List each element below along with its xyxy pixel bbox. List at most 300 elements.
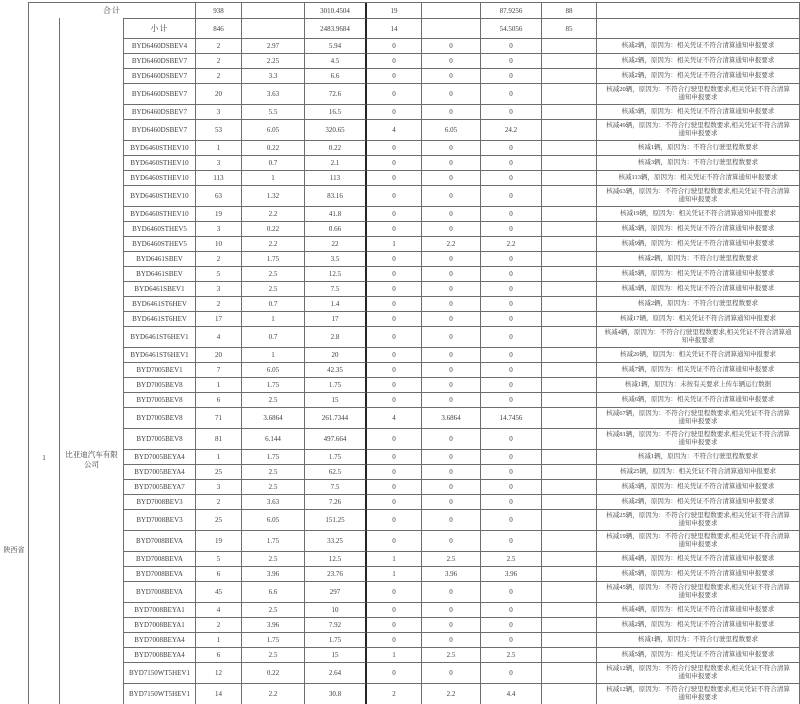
cell-model-code: BYD6460DSBEV7 bbox=[124, 120, 196, 141]
cell-reduction-reason: 核减67辆，原因为：不符合行驶里程数要求,相关凭证不符合清算通知申报要求 bbox=[597, 408, 800, 429]
cell-reported-amount: 83.16 bbox=[305, 186, 367, 207]
cell-reduction-reason: 核减12辆，原因为：不符合行驶里程数要求,相关凭证不符合清算通知申报要求 bbox=[597, 663, 800, 684]
cell-approved-count: 0 bbox=[367, 297, 422, 312]
cell-reported-amount: 42.35 bbox=[305, 363, 367, 378]
cell-reduction-reason: 核减81辆，原因为：不符合行驶里程数要求,相关凭证不符合清算通知申报要求 bbox=[597, 429, 800, 450]
cell-extra bbox=[542, 480, 597, 495]
cell-approved-count: 0 bbox=[367, 663, 422, 684]
cell-approved-amount: 4.4 bbox=[481, 684, 542, 704]
cell-approved-standard: 0 bbox=[422, 348, 481, 363]
cell-extra bbox=[542, 429, 597, 450]
cell-reported-amount: 30.8 bbox=[305, 684, 367, 704]
cell-reported-count: 63 bbox=[196, 186, 242, 207]
cell-reported-amount: 113 bbox=[305, 171, 367, 186]
cell-approved-amount: 0 bbox=[481, 222, 542, 237]
cell-approved-amount: 0 bbox=[481, 495, 542, 510]
cell-approved-standard: 0 bbox=[422, 510, 481, 531]
cell-approved-count: 0 bbox=[367, 363, 422, 378]
cell-extra bbox=[542, 237, 597, 252]
cell-extra: 88 bbox=[542, 3, 597, 19]
cell-model-code: BYD6460STHEV10 bbox=[124, 207, 196, 222]
cell-reported-amount: 7.92 bbox=[305, 618, 367, 633]
cell-approved-count: 0 bbox=[367, 603, 422, 618]
cell-reduction-reason: 核减5辆，原因为：相关凭证不符合清算通知申报要求 bbox=[597, 267, 800, 282]
cell-approved-count: 0 bbox=[367, 186, 422, 207]
cell-reported-amount: 72.6 bbox=[305, 84, 367, 105]
cell-model-code: BYD7008BEV3 bbox=[124, 495, 196, 510]
cell-extra bbox=[542, 267, 597, 282]
cell-approved-standard: 2.5 bbox=[422, 648, 481, 663]
cell-approved-standard: 0 bbox=[422, 39, 481, 54]
cell-approved-count: 14 bbox=[367, 19, 422, 39]
cell-model-code: BYD6460STHEV10 bbox=[124, 171, 196, 186]
cell-approved-standard: 0 bbox=[422, 633, 481, 648]
cell-model-code: BYD6460DSBEV7 bbox=[124, 54, 196, 69]
cell-unit-standard: 0.7 bbox=[242, 297, 305, 312]
cell-reported-count: 4 bbox=[196, 603, 242, 618]
cell-reported-amount: 6.6 bbox=[305, 69, 367, 84]
cell-reported-amount: 15 bbox=[305, 393, 367, 408]
cell-reported-amount: 1.4 bbox=[305, 297, 367, 312]
cell-approved-count: 0 bbox=[367, 252, 422, 267]
cell-unit-standard: 3.96 bbox=[242, 567, 305, 582]
cell-model-code: BYD7005BEV8 bbox=[124, 429, 196, 450]
cell-reported-count: 6 bbox=[196, 393, 242, 408]
cell-extra bbox=[542, 207, 597, 222]
cell-reduction-reason: 核减113辆，原因为：相关凭证不符合清算通知申报要求 bbox=[597, 171, 800, 186]
cell-model-code: BYD6461ST6HEV1 bbox=[124, 348, 196, 363]
cell-reported-amount: 151.25 bbox=[305, 510, 367, 531]
cell-approved-standard: 0 bbox=[422, 105, 481, 120]
cell-model-code: BYD6460STHEV5 bbox=[124, 222, 196, 237]
cell-approved-standard: 2.2 bbox=[422, 237, 481, 252]
cell-model-code: BYD6460STHEV10 bbox=[124, 186, 196, 207]
cell-model-code: BYD6460STHEV10 bbox=[124, 156, 196, 171]
cell-model-code: BYD6461SBEV bbox=[124, 267, 196, 282]
cell-extra bbox=[542, 378, 597, 393]
cell-approved-count: 1 bbox=[367, 567, 422, 582]
cell-approved-amount: 0 bbox=[481, 327, 542, 348]
cell-reported-count: 6 bbox=[196, 567, 242, 582]
grand-total-row bbox=[0, 3, 800, 19]
cell-unit-standard: 5.5 bbox=[242, 105, 305, 120]
cell-extra bbox=[542, 363, 597, 378]
cell-model-code: BYD6460DSBEV7 bbox=[124, 105, 196, 120]
cell-extra bbox=[542, 633, 597, 648]
cell-reported-count: 17 bbox=[196, 312, 242, 327]
cell-unit-standard: 2.5 bbox=[242, 552, 305, 567]
cell-approved-standard: 0 bbox=[422, 252, 481, 267]
cell-extra bbox=[542, 222, 597, 237]
cell-model-code: BYD7008BEVA bbox=[124, 552, 196, 567]
cell-approved-count: 0 bbox=[367, 222, 422, 237]
cell-unit-standard: 3.3 bbox=[242, 69, 305, 84]
cell-approved-count: 0 bbox=[367, 531, 422, 552]
cell-reported-amount: 7.5 bbox=[305, 282, 367, 297]
cell-approved-standard: 0 bbox=[422, 450, 481, 465]
cell-reported-count: 2 bbox=[196, 618, 242, 633]
cell-approved-standard: 0 bbox=[422, 480, 481, 495]
cell-approved-amount: 0 bbox=[481, 39, 542, 54]
cell-reduction-reason: 核减45辆，原因为：不符合行驶里程数要求,相关凭证不符合清算通知申报要求 bbox=[597, 582, 800, 603]
cell-reduction-reason: 核减12辆，原因为：不符合行驶里程数要求,相关凭证不符合清算通知申报要求 bbox=[597, 684, 800, 704]
cell-reported-amount: 3.5 bbox=[305, 252, 367, 267]
cell-approved-count: 0 bbox=[367, 312, 422, 327]
cell-reported-count: 113 bbox=[196, 171, 242, 186]
cell-reported-amount: 20 bbox=[305, 348, 367, 363]
cell-extra bbox=[542, 312, 597, 327]
cell-extra bbox=[542, 465, 597, 480]
cell-approved-amount: 0 bbox=[481, 633, 542, 648]
cell-approved-count: 19 bbox=[367, 3, 422, 19]
cell-approved-amount: 0 bbox=[481, 156, 542, 171]
cell-approved-count: 0 bbox=[367, 54, 422, 69]
cell-reported-count: 2 bbox=[196, 39, 242, 54]
cell-approved-amount: 0 bbox=[481, 531, 542, 552]
cell-reported-count: 2 bbox=[196, 252, 242, 267]
cell-approved-amount: 0 bbox=[481, 429, 542, 450]
cell-unit-standard: 1.75 bbox=[242, 378, 305, 393]
cell-unit-standard: 1 bbox=[242, 171, 305, 186]
cell-reported-count: 12 bbox=[196, 663, 242, 684]
cell-reported-amount: 62.5 bbox=[305, 465, 367, 480]
cell-reported-amount: 7.5 bbox=[305, 480, 367, 495]
cell-reported-amount: 15 bbox=[305, 648, 367, 663]
grand-total-label: 合计 bbox=[29, 3, 196, 19]
cell-extra bbox=[542, 120, 597, 141]
cell-reported-count: 71 bbox=[196, 408, 242, 429]
cell-reduction-reason: 核减2辆，原因为：相关凭证不符合清算通知申报要求 bbox=[597, 69, 800, 84]
cell-model-code: BYD7008BEYA1 bbox=[124, 603, 196, 618]
cell-extra bbox=[542, 39, 597, 54]
cell-approved-count: 1 bbox=[367, 552, 422, 567]
cell-reported-amount: 2.1 bbox=[305, 156, 367, 171]
cell-unit-standard: 3.63 bbox=[242, 84, 305, 105]
cell-reported-amount: 2483.9684 bbox=[305, 19, 367, 39]
cell-reported-amount: 3010.4504 bbox=[305, 3, 367, 19]
cell-model-code: BYD6461ST6HEV bbox=[124, 297, 196, 312]
cell-unit-standard: 0.7 bbox=[242, 327, 305, 348]
cell-extra bbox=[542, 105, 597, 120]
cell-extra bbox=[542, 297, 597, 312]
cell-approved-standard: 0 bbox=[422, 378, 481, 393]
cell-reduction-reason: 核减3辆，原因为：相关凭证不符合清算通知申报要求 bbox=[597, 222, 800, 237]
cell-approved-amount: 0 bbox=[481, 465, 542, 480]
cell-approved-amount: 2.2 bbox=[481, 237, 542, 252]
cell-approved-count: 0 bbox=[367, 105, 422, 120]
cell-model-code: BYD6460DSBEV4 bbox=[124, 39, 196, 54]
cell-reduction-reason: 核减2辆，原因为：相关凭证不符合清算通知申报要求 bbox=[597, 495, 800, 510]
cell-approved-amount: 0 bbox=[481, 603, 542, 618]
cell-extra bbox=[542, 84, 597, 105]
cell-approved-amount: 0 bbox=[481, 582, 542, 603]
cell-approved-count: 0 bbox=[367, 69, 422, 84]
cell-model-code: BYD7005BEYA4 bbox=[124, 450, 196, 465]
cell-approved-count: 0 bbox=[367, 495, 422, 510]
cell-approved-amount: 2.5 bbox=[481, 552, 542, 567]
cell-reported-amount: 17 bbox=[305, 312, 367, 327]
province-label: 陕西省 bbox=[3, 546, 25, 554]
cell-reduction-reason bbox=[597, 3, 800, 19]
cell-approved-standard: 0 bbox=[422, 465, 481, 480]
cell-unit-standard: 2.97 bbox=[242, 39, 305, 54]
cell-approved-standard: 0 bbox=[422, 531, 481, 552]
cell-reported-count: 1 bbox=[196, 633, 242, 648]
cell-model-code: BYD7005BEV1 bbox=[124, 363, 196, 378]
cell-approved-standard: 0 bbox=[422, 312, 481, 327]
cell-reported-amount: 16.5 bbox=[305, 105, 367, 120]
cell-approved-standard: 0 bbox=[422, 618, 481, 633]
cell-reported-count: 53 bbox=[196, 120, 242, 141]
cell-reduction-reason: 核减20辆，原因为：不符合行驶里程数要求,相关凭证不符合清算通知申报要求 bbox=[597, 84, 800, 105]
cell-extra bbox=[542, 603, 597, 618]
cell-reported-amount: 2.8 bbox=[305, 327, 367, 348]
cell-reported-count: 938 bbox=[196, 3, 242, 19]
cell-reported-count: 81 bbox=[196, 429, 242, 450]
cell-approved-amount: 0 bbox=[481, 69, 542, 84]
cell-model-code: BYD7150WT5HEV1 bbox=[124, 684, 196, 704]
cell-extra bbox=[542, 186, 597, 207]
cell-approved-standard: 0 bbox=[422, 156, 481, 171]
cell-reported-amount: 1.75 bbox=[305, 378, 367, 393]
cell-reported-count: 3 bbox=[196, 480, 242, 495]
cell-approved-amount: 0 bbox=[481, 105, 542, 120]
cell-reported-count: 3 bbox=[196, 105, 242, 120]
cell-reported-amount: 320.65 bbox=[305, 120, 367, 141]
cell-approved-amount: 24.2 bbox=[481, 120, 542, 141]
cell-reduction-reason: 核减3辆，原因为：相关凭证不符合清算通知申报要求 bbox=[597, 282, 800, 297]
cell-reported-amount: 1.75 bbox=[305, 450, 367, 465]
cell-reported-amount: 10 bbox=[305, 603, 367, 618]
cell-reported-count: 1 bbox=[196, 141, 242, 156]
cell-approved-amount: 0 bbox=[481, 510, 542, 531]
cell-reduction-reason: 核减1辆，原因为：不符合行驶里程数要求 bbox=[597, 141, 800, 156]
cell-model-code: BYD7005BEV8 bbox=[124, 408, 196, 429]
cell-extra bbox=[542, 567, 597, 582]
cell-reported-count: 2 bbox=[196, 69, 242, 84]
cell-approved-count: 0 bbox=[367, 348, 422, 363]
cell-reported-count: 2 bbox=[196, 495, 242, 510]
cell-model-code: BYD7008BEYA4 bbox=[124, 648, 196, 663]
cell-model-code: BYD6460DSBEV7 bbox=[124, 69, 196, 84]
cell-approved-amount: 0 bbox=[481, 618, 542, 633]
cell-unit-standard: 0.22 bbox=[242, 222, 305, 237]
cell-extra bbox=[542, 393, 597, 408]
cell-reported-amount: 2.64 bbox=[305, 663, 367, 684]
cell-model-code: BYD6460DSBEV7 bbox=[124, 84, 196, 105]
cell-extra bbox=[542, 348, 597, 363]
cell-reduction-reason bbox=[597, 19, 800, 39]
cell-unit-standard: 1.75 bbox=[242, 252, 305, 267]
cell-reported-count: 3 bbox=[196, 282, 242, 297]
cell-approved-amount: 87.9256 bbox=[481, 3, 542, 19]
cell-reduction-reason: 核减2辆，原因为：不符合行驶里程数要求 bbox=[597, 252, 800, 267]
cell-approved-count: 2 bbox=[367, 684, 422, 704]
cell-reduction-reason: 核减63辆，原因为：不符合行驶里程数要求,相关凭证不符合清算通知申报要求 bbox=[597, 186, 800, 207]
cell-unit-standard: 1 bbox=[242, 348, 305, 363]
cell-approved-amount: 0 bbox=[481, 141, 542, 156]
cell-approved-count: 4 bbox=[367, 120, 422, 141]
cell-model-code: BYD6461ST6HEV1 bbox=[124, 327, 196, 348]
cell-approved-amount: 0 bbox=[481, 450, 542, 465]
cell-reduction-reason: 核减9辆，原因为：相关凭证不符合清算通知申报要求 bbox=[597, 237, 800, 252]
cell-reported-amount: 1.75 bbox=[305, 633, 367, 648]
company-merged-cell bbox=[60, 18, 124, 704]
cell-approved-amount: 0 bbox=[481, 378, 542, 393]
cell-approved-count: 4 bbox=[367, 408, 422, 429]
cell-approved-standard: 0 bbox=[422, 297, 481, 312]
cell-approved-standard: 3.96 bbox=[422, 567, 481, 582]
cell-reduction-reason: 核减5辆，原因为：相关凭证不符合清算通知申报要求 bbox=[597, 567, 800, 582]
cell-approved-standard: 0 bbox=[422, 429, 481, 450]
cell-approved-amount: 0 bbox=[481, 267, 542, 282]
cell-reported-count: 20 bbox=[196, 348, 242, 363]
cell-extra bbox=[542, 618, 597, 633]
cell-reduction-reason: 核减6辆，原因为：相关凭证不符合清算通知申报要求 bbox=[597, 393, 800, 408]
cell-approved-amount: 54.5056 bbox=[481, 19, 542, 39]
cell-extra bbox=[542, 531, 597, 552]
cell-model-code: BYD6461ST6HEV bbox=[124, 312, 196, 327]
cell-unit-standard: 2.5 bbox=[242, 267, 305, 282]
cell-reported-count: 3 bbox=[196, 156, 242, 171]
cell-reduction-reason: 核减25辆，原因为：不符合行驶里程数要求,相关凭证不符合清算通知申报要求 bbox=[597, 510, 800, 531]
cell-approved-standard: 6.05 bbox=[422, 120, 481, 141]
cell-extra bbox=[542, 69, 597, 84]
cell-unit-standard: 0.22 bbox=[242, 663, 305, 684]
cell-reduction-reason: 核减4辆，原因为：相关凭证不符合清算通知申报要求 bbox=[597, 603, 800, 618]
cell-approved-amount: 0 bbox=[481, 480, 542, 495]
cell-unit-standard: 3.96 bbox=[242, 618, 305, 633]
cell-unit-standard: 2.25 bbox=[242, 54, 305, 69]
cell-approved-amount: 3.96 bbox=[481, 567, 542, 582]
cell-approved-amount: 0 bbox=[481, 297, 542, 312]
cell-reported-amount: 261.7344 bbox=[305, 408, 367, 429]
cell-model-code: BYD6461SBEV1 bbox=[124, 282, 196, 297]
cell-approved-standard: 0 bbox=[422, 582, 481, 603]
cell-approved-amount: 0 bbox=[481, 312, 542, 327]
cell-unit-standard: 2.2 bbox=[242, 207, 305, 222]
cell-reported-count: 25 bbox=[196, 510, 242, 531]
cell-approved-amount: 0 bbox=[481, 348, 542, 363]
cell-unit-standard: 0.22 bbox=[242, 141, 305, 156]
cell-extra bbox=[542, 141, 597, 156]
cell-reported-count: 19 bbox=[196, 531, 242, 552]
cell-extra bbox=[542, 450, 597, 465]
cell-reported-amount: 41.8 bbox=[305, 207, 367, 222]
cell-reduction-reason: 核减1辆，原因为：不符合行驶里程数要求 bbox=[597, 450, 800, 465]
serial-merged-cell bbox=[29, 18, 60, 704]
cell-reported-amount: 5.94 bbox=[305, 39, 367, 54]
cell-extra bbox=[542, 54, 597, 69]
cell-approved-count: 0 bbox=[367, 39, 422, 54]
cell-reported-count: 10 bbox=[196, 237, 242, 252]
cell-approved-amount: 0 bbox=[481, 207, 542, 222]
cell-approved-amount: 0 bbox=[481, 54, 542, 69]
cell-reduction-reason: 核减2辆，原因为：相关凭证不符合清算通知申报要求 bbox=[597, 618, 800, 633]
cell-model-code: BYD6460STHEV10 bbox=[124, 141, 196, 156]
cell-approved-standard: 0 bbox=[422, 327, 481, 348]
cell-approved-amount: 14.7456 bbox=[481, 408, 542, 429]
cell-model-code: BYD7005BEV8 bbox=[124, 378, 196, 393]
cell-reported-count: 2 bbox=[196, 297, 242, 312]
cell-reported-amount: 497.664 bbox=[305, 429, 367, 450]
cell-approved-amount: 2.5 bbox=[481, 648, 542, 663]
cell-extra bbox=[542, 552, 597, 567]
cell-unit-standard: 1.75 bbox=[242, 531, 305, 552]
cell-approved-count: 0 bbox=[367, 633, 422, 648]
cell-unit-standard: 1.32 bbox=[242, 186, 305, 207]
cell-extra bbox=[542, 408, 597, 429]
cell-reported-count: 846 bbox=[196, 19, 242, 39]
cell-reported-count: 6 bbox=[196, 648, 242, 663]
cell-approved-standard: 0 bbox=[422, 282, 481, 297]
cell-model-code: BYD7008BEVA bbox=[124, 567, 196, 582]
cell-unit-standard: 0.7 bbox=[242, 156, 305, 171]
cell-unit-standard: 2.5 bbox=[242, 603, 305, 618]
cell-reported-count: 4 bbox=[196, 327, 242, 348]
cell-reduction-reason: 核减4辆，原因为：不符合行驶里程数要求,相关凭证不符合清算通知申报要求 bbox=[597, 327, 800, 348]
cell-reported-amount: 33.25 bbox=[305, 531, 367, 552]
cell-reported-amount: 0.66 bbox=[305, 222, 367, 237]
cell-reported-amount: 297 bbox=[305, 582, 367, 603]
cell-unit-standard: 1 bbox=[242, 312, 305, 327]
cell-reduction-reason: 核减1辆，原因为：不符合行驶里程数要求 bbox=[597, 633, 800, 648]
cell-reported-count: 20 bbox=[196, 84, 242, 105]
cell-unit-standard: 1.75 bbox=[242, 450, 305, 465]
cell-approved-standard: 0 bbox=[422, 69, 481, 84]
cell-approved-standard: 0 bbox=[422, 363, 481, 378]
cell-unit-standard: 2.2 bbox=[242, 237, 305, 252]
cell-approved-amount: 0 bbox=[481, 363, 542, 378]
cell-reported-count: 5 bbox=[196, 267, 242, 282]
cell-approved-count: 0 bbox=[367, 282, 422, 297]
cell-approved-standard bbox=[422, 3, 481, 19]
serial-number: 1 bbox=[42, 454, 46, 462]
cell-approved-amount: 0 bbox=[481, 282, 542, 297]
cell-reported-count: 45 bbox=[196, 582, 242, 603]
cell-unit-standard: 6.144 bbox=[242, 429, 305, 450]
cell-approved-standard: 0 bbox=[422, 603, 481, 618]
cell-reduction-reason: 核减17辆，原因为：相关凭证不符合清算通知申报要求 bbox=[597, 312, 800, 327]
cell-unit-standard bbox=[242, 3, 305, 19]
cell-reduction-reason: 核减25辆，原因为：相关凭证不符合清算通知申报要求 bbox=[597, 465, 800, 480]
cell-model-code: BYD7008BEYA1 bbox=[124, 618, 196, 633]
cell-unit-standard: 2.5 bbox=[242, 282, 305, 297]
cell-approved-amount: 0 bbox=[481, 252, 542, 267]
cell-approved-count: 0 bbox=[367, 327, 422, 348]
cell-approved-count: 0 bbox=[367, 582, 422, 603]
cell-unit-standard: 2.5 bbox=[242, 465, 305, 480]
cell-approved-standard: 2.2 bbox=[422, 684, 481, 704]
cell-approved-standard: 0 bbox=[422, 267, 481, 282]
cell-reduction-reason: 核减3辆，原因为：相关凭证不符合清算通知申报要求 bbox=[597, 105, 800, 120]
cell-reported-count: 1 bbox=[196, 450, 242, 465]
cell-approved-count: 0 bbox=[367, 267, 422, 282]
cell-unit-standard: 1.75 bbox=[242, 633, 305, 648]
cell-unit-standard: 3.63 bbox=[242, 495, 305, 510]
cell-unit-standard: 2.5 bbox=[242, 480, 305, 495]
cell-approved-count: 0 bbox=[367, 156, 422, 171]
cell-model-code: BYD7150WT5HEV1 bbox=[124, 663, 196, 684]
cell-approved-count: 0 bbox=[367, 429, 422, 450]
cell-reported-count: 19 bbox=[196, 207, 242, 222]
cell-reported-amount: 22 bbox=[305, 237, 367, 252]
cell-reduction-reason: 核减2辆，原因为：相关凭证不符合清算通知申报要求 bbox=[597, 54, 800, 69]
cell-approved-count: 0 bbox=[367, 141, 422, 156]
cell-reduction-reason: 核减2辆，原因为：不符合行驶里程数要求 bbox=[597, 297, 800, 312]
cell-model-code: BYD7005BEV8 bbox=[124, 393, 196, 408]
cell-reduction-reason: 核减19辆，原因为：相关凭证不符合清算通知申报要求 bbox=[597, 207, 800, 222]
